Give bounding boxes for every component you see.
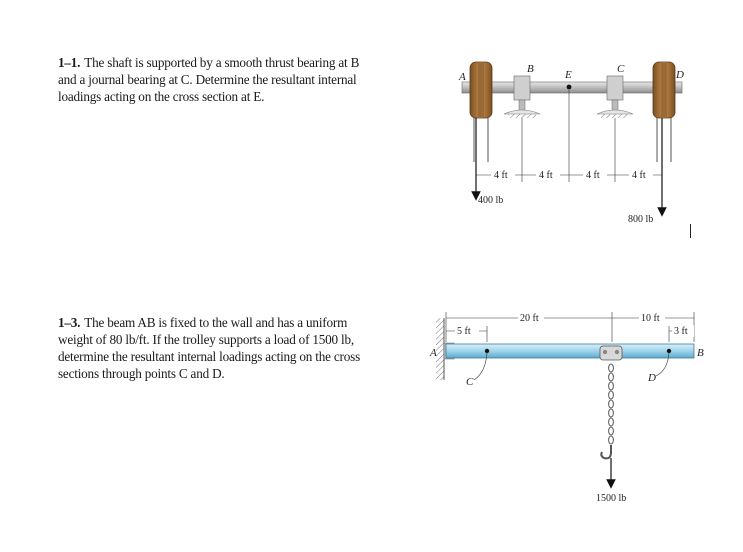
dim-2: 4 ft <box>539 170 553 181</box>
dim-3: 4 ft <box>586 170 600 181</box>
chain <box>609 364 614 444</box>
wall-hatch <box>436 318 444 380</box>
problem-1-1-number: 1–1. <box>58 55 81 70</box>
problem-1-1-line-3: loadings acting on the cross section at E. <box>58 89 265 104</box>
point-e-dot <box>567 85 572 90</box>
dim-10ft: 10 ft <box>641 313 660 324</box>
beam-label-a: A <box>430 347 437 359</box>
label-e: E <box>565 69 572 81</box>
load-left-label: 400 lb <box>478 195 504 206</box>
dim-3ft: 3 ft <box>674 326 688 337</box>
load-1500-label: 1500 lb <box>596 493 627 504</box>
label-b: B <box>527 63 534 75</box>
trolley <box>600 346 622 360</box>
pulley-left-hub <box>478 62 484 118</box>
problem-1-3-line-3: determine the resultant internal loadings acting on the cross <box>58 349 361 364</box>
beam-figure <box>429 312 704 504</box>
problem-1-3-line-2: weight of 80 lb/ft. If the trolley supports a load of 1500 lb, <box>58 332 354 347</box>
beam-ab <box>446 344 694 358</box>
label-c: C <box>617 63 625 75</box>
dim-20ft: 20 ft <box>520 313 539 324</box>
dim-1: 4 ft <box>494 170 508 181</box>
dim-4: 4 ft <box>632 170 646 181</box>
shaft <box>462 82 682 93</box>
vertical-mark <box>690 224 691 238</box>
load-right-label: 800 lb <box>628 214 654 225</box>
problem-1-1-line-2: and a journal bearing at C. Determine the resultant internal <box>58 72 357 87</box>
problem-1-1-line-1: 1–1. The shaft is supported by a smooth thrust bearing at B <box>58 55 360 70</box>
label-a: A <box>459 71 466 83</box>
beam-label-d: D <box>648 372 656 384</box>
label-d: D <box>676 69 684 81</box>
problem-1-3-number: 1–3. <box>58 315 81 330</box>
beam-label-b: B <box>697 347 704 359</box>
pulley-right-hub <box>661 62 667 118</box>
beam-label-c: C <box>466 376 474 388</box>
problem-1-3-line-4: sections through points C and D. <box>58 366 225 381</box>
hook <box>601 445 611 458</box>
shaft-figure <box>458 62 684 225</box>
dim-5ft: 5 ft <box>457 326 471 337</box>
problem-1-3-line-1: 1–3. The beam AB is fixed to the wall and has a uniform <box>58 315 348 330</box>
